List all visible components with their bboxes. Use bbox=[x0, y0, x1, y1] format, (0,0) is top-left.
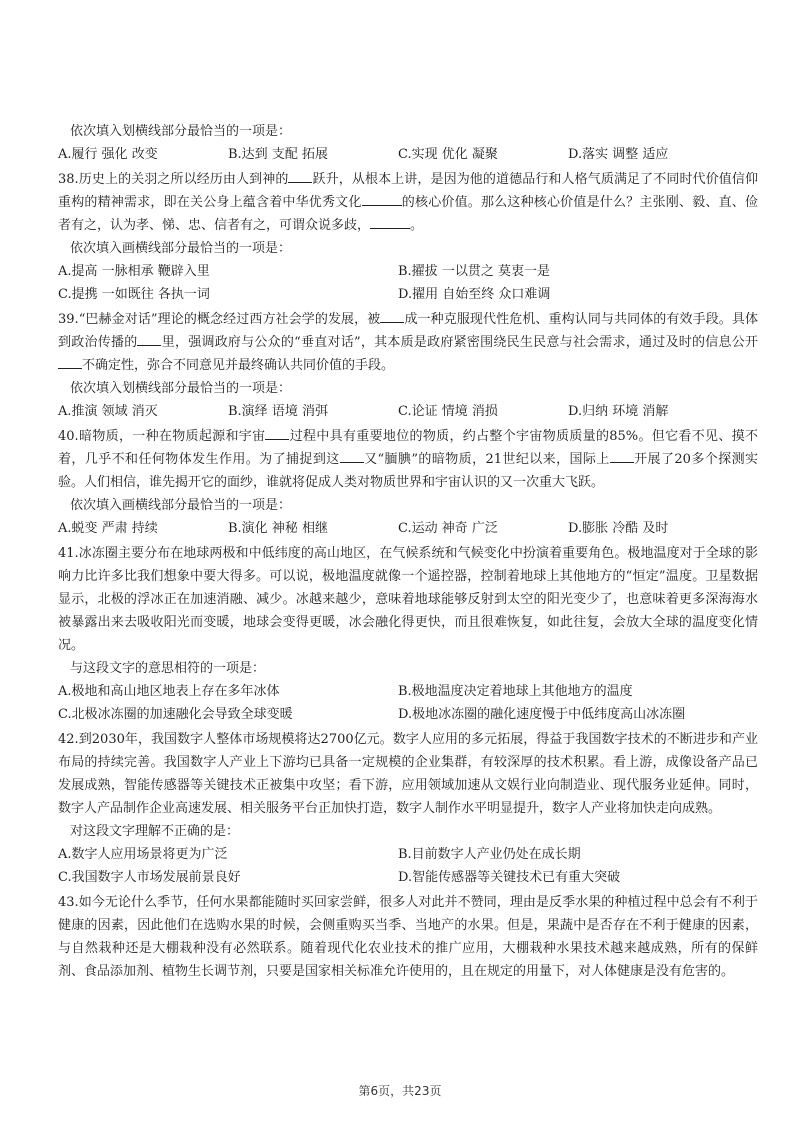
stem-text: 不确定性，弥合不同意见并最终确认共同价值的手段。 bbox=[82, 358, 395, 373]
options-row bbox=[58, 517, 758, 540]
stem-text: 冰冻圈主要分布在地球两极和中低纬度的高山地区，在气候系统和气候变化中扮演着重要角色。极地温度对于全球的影响力比许多比我们想象中要大得多。可以说，极地温度就像一个遥控器，控制着地球上其他地方的“恒定”温度。卫星数据显示，北极的浮冰正在加速消融、减少。冰越来越少，意味着地球能够反射到太空的阳光变少了，也意味着更多深海海水被暴露出来去吸收阳光而变暖，地球会变得更暖，冰会融化得更快，而且很难恢复，如此往复，会放大全球的温度变化情况。 bbox=[58, 546, 758, 653]
option-a[interactable]: A.提高 一脉相承 鞭辟入里 bbox=[58, 264, 210, 279]
option-c[interactable]: C.我国数字人市场发展前景良好 bbox=[58, 870, 241, 885]
option-d[interactable]: D.智能传感器等关键技术已有重大突破 bbox=[398, 870, 621, 885]
question-number: 42. bbox=[58, 732, 79, 747]
question-stem bbox=[58, 728, 758, 820]
option-b[interactable]: B.演绎 语境 消弭 bbox=[228, 404, 328, 419]
stem-text: 的核心价值。那么这种核心价值是什么？主张刚、毅、直、俭者有之，认为孝、悌、忠、信者有之，可谓众说多歧， bbox=[58, 195, 758, 233]
question-prompt: 依次填入划横线部分最恰当的一项是： bbox=[70, 381, 292, 396]
question-42 bbox=[58, 728, 758, 889]
options-row bbox=[58, 283, 758, 306]
option-b[interactable]: B.演化 神秘 相继 bbox=[228, 521, 328, 536]
fill-blank bbox=[340, 450, 364, 463]
options-row bbox=[58, 400, 758, 423]
option-b[interactable]: B.达到 支配 拓展 bbox=[228, 147, 328, 162]
question-number: 38. bbox=[58, 172, 79, 187]
question-39 bbox=[58, 308, 758, 423]
stem-text: “巴赫金对话”理论的概念经过西方社会学的发展，被 bbox=[78, 312, 381, 327]
stem-text: 跃升，从根本上讲，是因为他的道德品行和人格气质满足了不同时代价值信仰重构的精神需求，即在关公身上蕴含着中华优秀文化 bbox=[58, 172, 758, 210]
option-a[interactable]: A.数字人应用场景将更为广泛 bbox=[58, 847, 228, 862]
option-c[interactable]: C.论证 情境 消损 bbox=[398, 404, 498, 419]
question-stem bbox=[58, 308, 758, 377]
stem-text: 过程中具有重要地位的物质，约占整个宇宙物质质量的85%。但它看不见、摸不着，几乎不和任何物体发生作用。为了捕捉到这 bbox=[58, 429, 758, 467]
question-40 bbox=[58, 425, 758, 540]
option-d[interactable]: D.归纳 环境 消解 bbox=[568, 404, 669, 419]
question-38 bbox=[58, 168, 758, 306]
options-row bbox=[58, 843, 758, 866]
stem-text: 成一种克服现代性危机、重构认同与共同体的有效手段。具体到政治传播的 bbox=[58, 312, 758, 350]
option-b[interactable]: B.极地温度决定着地球上其他地方的温度 bbox=[398, 684, 633, 699]
fill-blank bbox=[610, 450, 634, 463]
option-d[interactable]: D.极地冰冻圈的融化速度慢于中低纬度高山冰冻圈 bbox=[398, 707, 686, 722]
question-prompt: 依次填入画横线部分最恰当的一项是： bbox=[70, 241, 292, 256]
stem-text: 又“腼腆”的暗物质，21世纪以来，国际上 bbox=[363, 452, 610, 467]
option-d[interactable]: D.擢用 自始至终 众口难调 bbox=[398, 287, 551, 302]
stem-text: 暗物质，一种在物质起源和宇宙 bbox=[78, 429, 266, 444]
question-stem bbox=[58, 425, 758, 494]
fill-blank bbox=[265, 427, 289, 440]
question-stem bbox=[58, 542, 758, 657]
question-43 bbox=[58, 891, 758, 983]
stem-text: 历史上的关羽之所以经历由人到神的 bbox=[78, 172, 289, 187]
stem-text: 开展了20多个探测实验。人们相信，谁先揭开它的面纱，谁就将促成人类对物质世界和宇宙认识的又一次重大飞跃。 bbox=[58, 452, 758, 490]
question-number: 41. bbox=[58, 546, 79, 561]
option-b[interactable]: B.目前数字人产业仍处在成长期 bbox=[398, 847, 581, 862]
options-row bbox=[58, 866, 758, 889]
fill-blank bbox=[370, 216, 410, 229]
option-c[interactable]: C.实现 优化 凝聚 bbox=[398, 147, 498, 162]
options-row bbox=[58, 680, 758, 703]
page-number-footer: 第6页，共23页 bbox=[358, 1084, 442, 1098]
question-prompt: 与这段文字的意思相符的一项是： bbox=[70, 661, 266, 676]
fill-blank bbox=[58, 356, 82, 369]
option-d[interactable]: D.膨胀 冷酷 及时 bbox=[568, 521, 669, 536]
option-c[interactable]: C.北极冰冻圈的加速融化会导致全球变暖 bbox=[58, 707, 293, 722]
question-prompt: 依次填入划横线部分最恰当的一项是： bbox=[70, 124, 292, 139]
question-number: 40. bbox=[58, 429, 79, 444]
stem-text: 里，强调政府与公众的“垂直对话”，其本质是政府紧密围绕民生民意与社会需求，通过及时的信息公开 bbox=[161, 335, 758, 350]
option-d[interactable]: D.落实 调整 适应 bbox=[568, 147, 669, 162]
question-41 bbox=[58, 542, 758, 726]
option-a[interactable]: A.蜕变 严肃 持续 bbox=[58, 521, 158, 536]
fill-blank bbox=[380, 310, 404, 323]
question-37 bbox=[58, 120, 758, 166]
option-a[interactable]: A.推演 领域 消灭 bbox=[58, 404, 158, 419]
option-a[interactable]: A.履行 强化 改变 bbox=[58, 147, 158, 162]
fill-blank bbox=[288, 170, 312, 183]
question-prompt: 对这段文字理解不正确的是： bbox=[70, 824, 240, 839]
question-stem bbox=[58, 168, 758, 237]
option-b[interactable]: B.擢拔 一以贯之 莫衷一是 bbox=[398, 264, 550, 279]
option-a[interactable]: A.极地和高山地区地表上存在多年冰体 bbox=[58, 684, 280, 699]
option-c[interactable]: C.运动 神奇 广泛 bbox=[398, 521, 498, 536]
fill-blank bbox=[137, 333, 161, 346]
question-prompt: 依次填入画横线部分最恰当的一项是： bbox=[70, 498, 292, 513]
options-row bbox=[58, 703, 758, 726]
options-row bbox=[58, 143, 758, 166]
options-row bbox=[58, 260, 758, 283]
question-number: 39. bbox=[58, 312, 79, 327]
fill-blank bbox=[362, 193, 402, 206]
stem-text: 到2030年，我国数字人整体市场规模将达2700亿元。数字人应用的多元拓展，得益于我国数字技术的不断进步和产业布局的持续完善。我国数字人产业上下游均已具备一定规模的企业集群，有较深厚的技术积累。看上游，成像设备产品已发展成熟，智能传感器等关键技术正被集中攻坚；看下游，应用领域加速从文娱行业向制造业、现代服务业延伸。同时，数字人产品制作企业高速发展、相关服务平台正加快打造，数字人制作水平明显提升，数字人产业将加快走向成熟。 bbox=[58, 732, 758, 816]
option-c[interactable]: C.提携 一如既往 各执一词 bbox=[58, 287, 210, 302]
stem-text: 如今无论什么季节，任何水果都能随时买回家尝鲜，很多人对此并不赞同，理由是反季水果的种植过程中总会有不利于健康的因素，因此他们在选购水果的时候，会侧重购买当季、当地产的水果。但是，果蔬中是否存在不利于健康的因素，与自然栽种还是大棚栽种没有必然联系。随着现代化农业技术的推广应用，大棚栽种水果技术越来越成熟，所有的保鲜剂、食品添加剂、植物生长调节剂，只要是国家相关标准允许使用的，且在规定的用量下，对人体健康是没有危害的。 bbox=[58, 895, 758, 979]
question-number: 43. bbox=[58, 895, 79, 910]
page-content bbox=[58, 118, 758, 983]
question-stem bbox=[58, 891, 758, 983]
stem-text: 。 bbox=[410, 218, 424, 233]
